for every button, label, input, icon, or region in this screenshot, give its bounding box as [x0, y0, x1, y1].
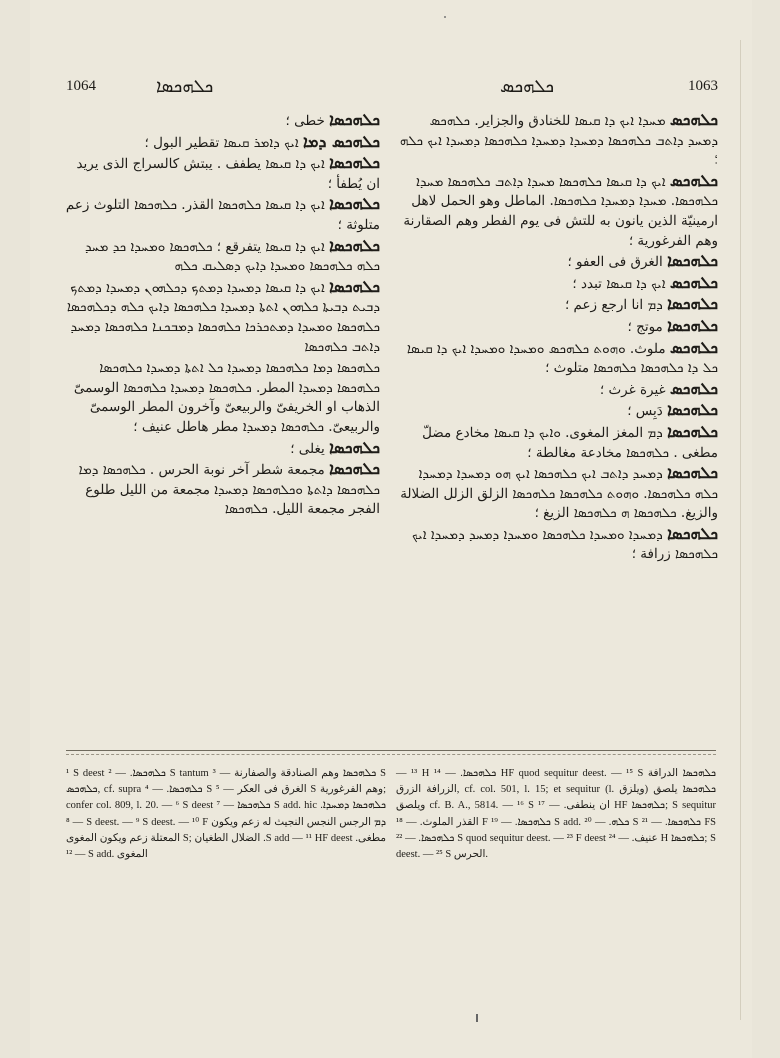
dictionary-entry: ܟܠܗܟܣܐ مجمعة شطر آخر نوبة الحرس . ܟܠܗܟܣܐ ܕܡܐ ܟܠܗܟܣܐ ܕܐܬܬܐ ܘܟܠܗܟܣܐ ܕܡܚܕܐ مجمعة من الليل طلوع الفجر مجمعة الليل. ܟܠܗܟܣܐ: [78, 459, 380, 518]
dictionary-entry: ܟܠܗܟܣܐ خطی ؛: [285, 110, 380, 129]
page-speck: [476, 1014, 478, 1022]
dictionary-entry: ܟܠܗܟܣܐ ܐܝܟ ܕܐ ܩܝܣܐ يتفرقع ؛ ܟܠܗܟܣܐ ܘܡܚܕܐ ܟܕ ܡܚܕ ܟܠܗ ܟܠܗܟܣܐ ܘܡܚܕܐ ܕܐܝܟ ܕܣܠܝܩ ܟܠܗ: [84, 235, 380, 275]
page-speck: [444, 16, 446, 18]
left-header-headword: ܟܠܗܟܣܐ: [156, 76, 214, 97]
dictionary-entry: ܟܠܗܟܣܐ الغرق فی العفو ؛: [567, 251, 718, 271]
dictionary-entry: ܟܠܗܟܣ غيرة غرث ؛: [599, 378, 718, 398]
book-page: [30, 0, 752, 1058]
right-column: [398, 110, 718, 565]
footnote-block: — ¹³ H ܟܠܗܟܣܐ. — ¹⁴ HF quod sequitur deest. — ¹⁵ S ܟܠܗܟܣܐ الدرافة الزرافة الزرق, cf. col. 501, l. 15; et sequitur (l. ويلزق) ܟܠܗܟܣܐ يلصق ويلصق cf. B. A., 5814. — ¹⁶ S ان ينطفی. — ¹⁷ HF ܟܠܗܟܣܐ; S sequitur القذر الملوث. — ¹⁸ F ܟܠܗܟܣܐ. — ¹⁹ S add. ܟܠܗ. — ²⁰ S ܟܠܗܟܣܐ. — ²¹ FS ܟܠܗܟܣܐ. — ²² S quod sequitur deest. — ²³ F deest عنيف. — ²⁴ H ܟܠܗܟܣܐ; S deest. — ²⁵ S الحرس.: [396, 768, 717, 861]
right-page-number: 1063: [688, 78, 718, 94]
dictionary-entry: ܟܠܗܟܣܐ ܕܡ انا ارجع زعم ؛: [564, 294, 718, 314]
footnote-block: ¹ S deest ܟܠܗܟܣܐ. — ² S tantum ܟܠܗܟܣܐ وهم الصنادقة والصفارنة — ³ S ܟܠܗܟܣ, cf. supra ܟܠܗܟܣܐ. — ⁴ S الغرق فی العكر — ⁵ S وهم الفرغورية; confer col. 809, l. 20. — ⁶ S deest ܟܠܗܟܣܐ — ⁷ S add. hic ܟܠܗܟܣܐ ܕܡܚܕܐ. — ⁸ S deest. — ⁹ S deest. — ¹⁰ F ܕܡ الرجس النجس النجيث له زعم ويكون المعتلة زعم ويكون المغوی S; الضلال الطغيان .S add — ¹¹ HF deest مطغی. — ¹² S add. المغوی: [66, 768, 387, 861]
dictionary-entry: ܟܠܗܟܣ ܐܝܟ ܕܐ ܩܝܣܐ ܟܠܗܟܣܐ ܡܚܕܐ ܕܐܬܒ ܟܠܗܟܣܐ ܡܚܕܐ ܟܠܗܟܣܐ. ܡܚܕܐ ܕܡܚܕܐ ܟܠܗܟܣܐ. الماطل وهو الحمل لاهل ارمينيّة الذين يانون به للتش فی يوم الفطر وهم الصقارنة وهم الفرغورية ؛: [403, 170, 718, 249]
dictionary-entry: ܟܠܗܟܣܐ ܕܡܐ ܟܠܗܟܣܐ ܕܡܚܕܐ ܟܠ ܐܬܬܐ ܕܡܚܕܐ ܟܠܗܟܣܐ ܟܠܗܟܣܐ ܕܡܚܕܐ المطر. ܟܠܗܟܣܐ ܕܡܚܕܐ ܟܠܗܟܣܐ الوسمیّ الذهاب او الخريفیّ والربيعیّ وآخرون المطر الوسمیّ والربيعیّ. ܟܠܗܟܣܐ ܕܡܚܕܐ مطر هاطل عنيف ؛: [73, 360, 380, 435]
dictionary-entry: ܟܠܗܟܣ ܐܝܟ ܕܐ ܩܝܣܐ تبدد ؛: [572, 272, 718, 292]
dictionary-entry: ܟܠܗܟܣܐ موتج ؛: [627, 315, 718, 335]
footnote-divider-dashed: [66, 754, 716, 755]
dictionary-entry: ܟܠܗܟܣܐ ܐܝܟ ܕܐ ܩܝܣܐ يطفف . يبتش كالسراج الذی يريد ان يُطفأ ؛: [76, 153, 380, 192]
dictionary-entry: ܟܠܗܟܣ ملوث. ܘܗܘܬ ܟܠܗܟܣ ܘܡܚܕܐ ܘܡܚܕܐ ܐܝܟ ܕܐ ܩܝܣܐ ܟܠ ܕܐ ܟܠܗܟܣܐ ܟܠܗܟܣܐ متلوث ؛: [406, 337, 718, 377]
dictionary-entry: ܟܠܗܟܣ ܕܡܐ ܐܝܟ ܕܐܡܪ ܩܝܣܐ تقطير البول ؛: [144, 131, 380, 151]
dictionary-entry: ܟܠܗܟܣܐ يغلی ؛: [290, 437, 380, 457]
dictionary-entry: ܟܠܗܟܣܐ ܐܝܟ ܕܐ ܩܝܣܐ ܕܡܚܕܐ ܕܡܬܟ ܕܟܠܗܘܢ ܕܡܚܕܐ ܕܡܬܟ ܕܒܝܬ ܕܒܝܬܐ ܟܠܗܘܢ ܐܬܬܐ ܕܡܚܕܐ ܟܠܗܟܣܐ ܕܐܝܟ ܟܠܗ ܕܟܠܗܟܣܐ ܟܠܗܟܣܐ ܘܡܚܕܐ ܕܡܬܟܪܟܐ ܟܠܗܟܣܐ ܕܡܒܟܢܐ ܟܠܗܟܣܐ ܕܡܚܕ ܕܐܬܒ ܟܠܗܟܣܐ: [66, 276, 380, 355]
page-edge-shadow: [740, 40, 741, 1020]
dictionary-entry: ܟܠܗܟܣ ܡܚܕܐ ܐܝܟ ܕܐ ܩܝܣܐ للخنادق والجزاير. ܟܠܗܟܣ ܕܡܚܕ ܕܐܬܒ ܟܠܗܟܣܐ ܕܡܚܕܐ ܕܡܚܕܐ ܟܠܗܟܣܐ ܕܡܚܕܐ ܐܝܟ ܟܠܗ ؛: [399, 110, 718, 169]
dictionary-entry: ܟܠܗܟܣܐ ܕܡ المغز المغوی. ܘܐܝܟ ܕܐ ܩܝܣܐ مخادع مضلّ مطغی . ܟܠܗܟܣܐ مخادعة مغالطة ؛: [422, 421, 718, 461]
dictionary-entry: ܟܠܗܟܣܐ ܕܡܚܕܐ ܘܡܚܕܐ ܟܠܗܟܣܐ ܘܡܚܕܐ ܕܡܚܕ ܕܡܚܕܐ ܐܝܟ ܟܠܗܟܣܐ زرافة ؛: [412, 523, 718, 563]
right-header-headword: ܟܠܗܟܣ: [500, 76, 555, 97]
footnote-divider: [66, 750, 716, 751]
dictionary-entry: ܟܠܗܟܣܐ ܕܡܚܕ ܕܐܬܒ ܐܝܟ ܟܠܗܟܣܐ ܐܝܟ ܗܘ ܕܡܚܕܐ ܕܡܚܕܐ ܟܠܗ ܟܠܗܟܣܐ. ܘܗܘܬ ܟܠܗܟܣܐ ܟܠܗܟܣܐ الزلق الزلل الضلالة والزيغ. ܟܠܗܟܣܐ ܗ ܟܠܗܟܣܐ الزيغ ؛: [400, 463, 718, 522]
footnotes-left: [66, 766, 386, 863]
dictionary-entry: ܟܠܗܟܣܐ دَبِس ؛: [627, 400, 718, 420]
dictionary-entry: ܟܠܗܟܣܐ ܐܝܟ ܕܐ ܩܝܣܐ ܟܠܗܟܣܐ القذر. ܟܠܗܟܣܐ التلوث زعم متلوثة ؛: [65, 194, 380, 233]
left-page-number: 1064: [66, 78, 96, 94]
footnotes-right: [396, 766, 716, 863]
left-column: [60, 110, 380, 520]
